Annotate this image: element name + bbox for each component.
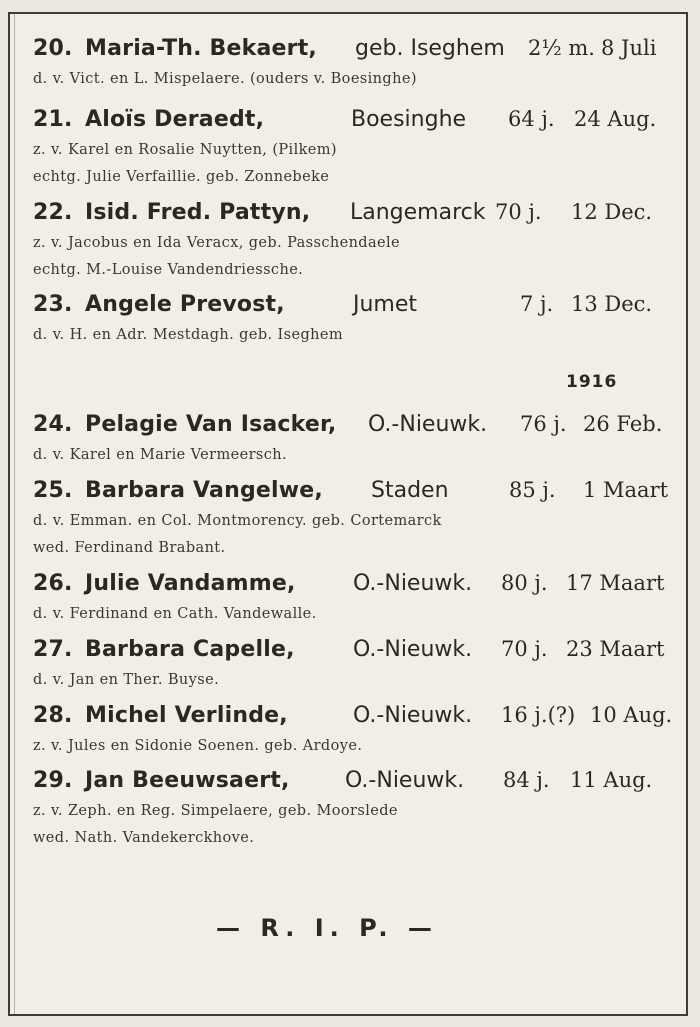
entry-detail-line: d. v. Jan en Ther. Buyse. xyxy=(33,672,220,688)
entry-number: 29. xyxy=(33,768,73,793)
entry-heading xyxy=(33,768,673,798)
entry-age: 76 j. xyxy=(520,412,567,436)
entry-place: O.-Nieuwk. xyxy=(353,637,473,662)
rip-footer: — R. I. P. — xyxy=(216,914,438,942)
entry-heading xyxy=(33,637,673,667)
entry-20 xyxy=(33,36,673,93)
entry-detail-line: wed. Nath. Vandekerckhove. xyxy=(33,830,255,846)
entry-date: 13 Dec. xyxy=(571,292,653,316)
entry-place: Langemarck xyxy=(350,200,486,225)
entry-name: Barbara Vangelwe, xyxy=(85,478,323,503)
entry-place: O.-Nieuwk. xyxy=(368,412,488,437)
entry-place: O.-Nieuwk. xyxy=(345,768,465,793)
entry-place: Boesinghe xyxy=(351,107,467,132)
entry-number: 24. xyxy=(33,412,73,437)
entry-name: Angele Prevost, xyxy=(85,292,285,317)
entry-date: 10 Aug. xyxy=(590,703,673,727)
entry-number: 28. xyxy=(33,703,73,728)
entry-heading xyxy=(33,36,673,66)
entry-detail-line: d. v. H. en Adr. Mestdagh. geb. Iseghem xyxy=(33,327,344,343)
entry-heading xyxy=(33,571,673,601)
entry-age: 64 j. xyxy=(508,107,555,131)
entry-age: 16 j.(?) xyxy=(501,703,576,727)
entry-age: 2½ m. xyxy=(528,36,595,60)
entry-place: O.-Nieuwk. xyxy=(353,703,473,728)
entry-date: 12 Dec. xyxy=(571,200,653,224)
entry-heading xyxy=(33,703,673,733)
entry-date: 17 Maart xyxy=(566,571,665,595)
entry-heading xyxy=(33,478,673,508)
entry-name: Aloïs Deraedt, xyxy=(85,107,265,132)
entry-name: Barbara Capelle, xyxy=(85,637,295,662)
entry-number: 21. xyxy=(33,107,73,132)
entry-29 xyxy=(33,768,673,852)
entry-27 xyxy=(33,637,673,694)
entry-21 xyxy=(33,107,673,191)
entry-date: 23 Maart xyxy=(566,637,665,661)
entry-heading xyxy=(33,107,673,137)
entry-detail-line: z. v. Zeph. en Reg. Simpelaere, geb. Moorslede xyxy=(33,803,398,819)
entry-age: 84 j. xyxy=(503,768,550,792)
entry-detail-line: d. v. Emman. en Col. Montmorency. geb. Cortemarck xyxy=(33,513,442,529)
entry-28 xyxy=(33,703,673,760)
entry-name: Michel Verlinde, xyxy=(85,703,288,728)
entry-number: 25. xyxy=(33,478,73,503)
entry-date: 8 Juli xyxy=(601,36,657,60)
entry-place: Staden xyxy=(371,478,449,503)
entry-number: 23. xyxy=(33,292,73,317)
entry-24 xyxy=(33,412,673,469)
entry-age: 7 j. xyxy=(520,292,554,316)
entry-number: 20. xyxy=(33,36,73,61)
entry-name: Maria-Th. Bekaert, xyxy=(85,36,317,61)
year-heading: 1916 xyxy=(566,372,618,392)
entry-detail-line: d. v. Ferdinand en Cath. Vandewalle. xyxy=(33,606,317,622)
entry-number: 26. xyxy=(33,571,73,596)
entry-name: Julie Vandamme, xyxy=(85,571,296,596)
entry-date: 1 Maart xyxy=(583,478,669,502)
entry-date: 11 Aug. xyxy=(570,768,653,792)
entry-23 xyxy=(33,292,673,349)
entry-number: 27. xyxy=(33,637,73,662)
entry-heading xyxy=(33,292,673,322)
entry-25 xyxy=(33,478,673,562)
entry-heading xyxy=(33,412,673,442)
entry-date: 24 Aug. xyxy=(574,107,657,131)
entry-name: Jan Beeuwsaert, xyxy=(85,768,290,793)
entry-detail-line: d. v. Vict. en L. Mispelaere. (ouders v. Boesinghe) xyxy=(33,71,417,87)
entry-detail-line: echtg. Julie Verfaillie. geb. Zonnebeke xyxy=(33,169,330,185)
entry-detail-line: echtg. M.-Louise Vandendriessche. xyxy=(33,262,304,278)
entry-age: 70 j. xyxy=(501,637,548,661)
entry-place: O.-Nieuwk. xyxy=(353,571,473,596)
entry-detail-line: d. v. Karel en Marie Vermeersch. xyxy=(33,447,288,463)
entry-detail-line: wed. Ferdinand Brabant. xyxy=(33,540,226,556)
entry-age: 70 j. xyxy=(495,200,542,224)
entry-heading xyxy=(33,200,673,230)
entry-number: 22. xyxy=(33,200,73,225)
entry-age: 85 j. xyxy=(509,478,556,502)
entry-26 xyxy=(33,571,673,628)
entry-name: Isid. Fred. Pattyn, xyxy=(85,200,311,225)
entry-place: geb. Iseghem xyxy=(355,36,505,61)
entry-name: Pelagie Van Isacker, xyxy=(85,412,337,437)
entry-22 xyxy=(33,200,673,284)
entry-detail-line: z. v. Karel en Rosalie Nuytten, (Pilkem) xyxy=(33,142,337,158)
entry-date: 26 Feb. xyxy=(583,412,663,436)
entry-detail-line: z. v. Jacobus en Ida Veracx, geb. Passchendaele xyxy=(33,235,401,251)
entry-place: Jumet xyxy=(353,292,418,317)
entry-age: 80 j. xyxy=(501,571,548,595)
entry-detail-line: z. v. Jules en Sidonie Soenen. geb. Ardoye. xyxy=(33,738,363,754)
